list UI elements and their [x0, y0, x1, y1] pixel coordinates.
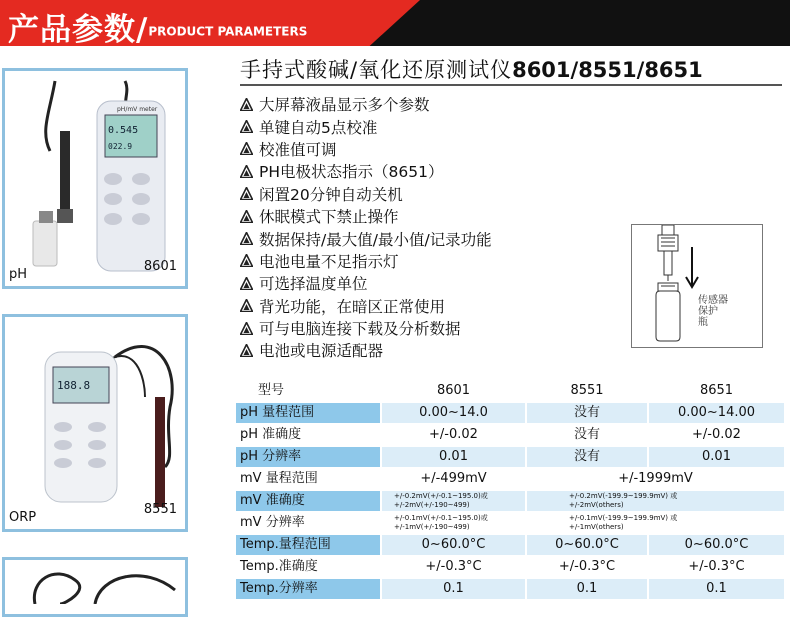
- list-item: [240, 295, 492, 317]
- feature-text: 可选择温度单位: [259, 275, 368, 294]
- ph-meter-photo: [5, 71, 185, 286]
- cell-8601: 0.1: [382, 579, 525, 599]
- feature-list: [240, 93, 492, 362]
- row-label: pH 量程范围: [236, 403, 380, 423]
- caption-line: 瓶: [698, 317, 708, 328]
- section-title: [8, 4, 307, 49]
- cell-8601: +/-499mV: [420, 471, 487, 486]
- warning-triangle-icon: [240, 299, 253, 312]
- warning-triangle-icon: [240, 344, 253, 357]
- ph-reading-secondary: 022.9: [108, 142, 133, 151]
- table-header-row: [236, 381, 784, 401]
- cable-photo: [5, 560, 185, 604]
- warning-triangle-icon: [240, 277, 253, 290]
- cell-8651: +/-0.3°C: [688, 559, 745, 574]
- header-model-8601: 8601: [436, 383, 471, 398]
- list-item: [240, 183, 492, 205]
- product-type-label: ORP: [9, 510, 37, 525]
- warning-triangle-icon: [240, 187, 253, 200]
- list-item: [240, 205, 492, 227]
- orp-meter-photo: [5, 317, 185, 529]
- product-title-text: 手持式酸碱/氧化还原测试仪: [240, 58, 513, 82]
- cell-8551: +/-0.3°C: [558, 559, 616, 574]
- cell-line: +/-1mV(others): [569, 523, 624, 531]
- warning-triangle-icon: [240, 232, 253, 245]
- cell-8551: 没有: [527, 403, 647, 423]
- cell-8601: 0.01: [382, 447, 525, 467]
- ph-reading-primary: 0.545: [108, 125, 139, 136]
- cell-8601: [382, 491, 525, 511]
- table-row: [236, 447, 784, 467]
- row-label: Temp.分辨率: [236, 579, 380, 599]
- table-row: [236, 425, 784, 445]
- cell-line: +/-0.1mV(-199.9~199.9mV) 或: [569, 514, 678, 522]
- cell-8651: 0.1: [649, 579, 784, 599]
- table-row: [236, 513, 784, 533]
- list-item: [240, 115, 492, 137]
- product-title: [240, 54, 703, 84]
- section-title-cn: 产品参数/: [8, 12, 149, 48]
- feature-text: 闲置20分钟自动关机: [259, 185, 403, 204]
- feature-text: 背光功能，在暗区正常使用: [259, 297, 446, 316]
- feature-text: 单键自动5点校准: [259, 118, 378, 137]
- row-label: pH 分辨率: [236, 447, 380, 467]
- list-item: [240, 272, 492, 294]
- cell-8551: 0.1: [527, 579, 647, 599]
- warning-triangle-icon: [240, 98, 253, 111]
- warning-triangle-icon: [240, 165, 253, 178]
- row-label: mV 分辨率: [240, 515, 305, 530]
- table-row: [236, 491, 784, 511]
- feature-text: 电池或电源适配器: [259, 342, 384, 361]
- orp-reading-primary: 188.8: [57, 379, 91, 392]
- section-title-en: PRODUCT PARAMETERS: [148, 24, 308, 39]
- cell-line: +/-2mV(others): [569, 501, 624, 509]
- list-item: [240, 317, 492, 339]
- feature-text: 校准值可调: [259, 140, 337, 159]
- sensor-bottle-diagram: [631, 224, 763, 348]
- warning-triangle-icon: [240, 210, 253, 223]
- list-item: [240, 339, 492, 361]
- sensor-bottle-drawing: [632, 225, 762, 347]
- cell-8651: 0.01: [649, 447, 784, 467]
- cell-line: +/-0.1mV(+/-0.1~195.0)或: [394, 514, 488, 522]
- feature-text: 休眠模式下禁止操作: [259, 208, 399, 227]
- table-row: [236, 535, 784, 555]
- diagram-caption: [698, 295, 728, 328]
- product-model-label: 8551: [143, 502, 177, 517]
- product-card-8551: [2, 314, 188, 532]
- feature-text: 电池电量不足指示灯: [259, 252, 399, 271]
- cell-8601: +/-0.02: [429, 427, 478, 442]
- feature-text: 大屏幕液晶显示多个参数: [259, 96, 430, 115]
- row-label: Temp.量程范围: [236, 535, 380, 555]
- cell-line: +/-0.2mV(+/-0.1~195.0)或: [394, 492, 488, 500]
- cell-line: +/-0.2mV(-199.9~199.9mV) 或: [569, 492, 678, 500]
- ph-meter-brand: pH/mV meter: [117, 106, 158, 113]
- feature-text: 数据保持/最大值/最小值/记录功能: [259, 230, 492, 249]
- header-model-8551: 8551: [570, 383, 604, 398]
- warning-triangle-icon: [240, 322, 253, 335]
- cell-8551-8651: +/-1999mV: [618, 471, 693, 486]
- cell-8651: 0.00~14.00: [649, 403, 784, 423]
- warning-triangle-icon: [240, 254, 253, 267]
- header-model-8651: 8651: [699, 383, 734, 398]
- table-row: [236, 403, 784, 423]
- row-label: mV 量程范围: [240, 471, 318, 486]
- list-item: [240, 160, 492, 182]
- list-item: [240, 227, 492, 249]
- cell-8651: +/-0.02: [692, 427, 741, 442]
- row-label: pH 准确度: [240, 427, 302, 442]
- product-card-8651: [2, 557, 188, 617]
- cell-8551: 没有: [527, 447, 647, 467]
- cell-8551-8651: [527, 513, 784, 533]
- list-item: [240, 138, 492, 160]
- cell-line: +/-1mV(+/-190~499): [394, 523, 470, 531]
- cell-8651: 0~60.0°C: [649, 535, 784, 555]
- feature-text: PH电极状态指示（8651）: [259, 163, 444, 182]
- feature-text: 可与电脑连接下载及分析数据: [259, 320, 461, 339]
- cell-8601: [382, 513, 525, 533]
- cell-8601: 0~60.0°C: [382, 535, 525, 555]
- row-label: mV 准确度: [236, 491, 380, 511]
- cell-8601: 0.00~14.0: [382, 403, 525, 423]
- table-row: [236, 579, 784, 599]
- caption-line: 保护: [698, 306, 718, 317]
- list-item: [240, 250, 492, 272]
- cell-8601: +/-0.3°C: [425, 559, 482, 574]
- product-type-label: pH: [9, 267, 28, 282]
- product-model-label: 8601: [143, 259, 177, 274]
- cell-8551-8651: [527, 491, 784, 511]
- table-row: [236, 469, 784, 489]
- table-row: [236, 557, 784, 577]
- header-label: 型号: [258, 383, 285, 398]
- section-header: [0, 0, 790, 46]
- warning-triangle-icon: [240, 142, 253, 155]
- row-label: Temp.准确度: [240, 559, 318, 574]
- title-underline: [240, 84, 782, 86]
- warning-triangle-icon: [240, 120, 253, 133]
- product-card-8601: [2, 68, 188, 289]
- caption-line: 传感器: [698, 295, 728, 306]
- list-item: [240, 93, 492, 115]
- product-title-models: 8601/8551/8651: [512, 58, 703, 82]
- cell-line: +/-2mV(+/-190~499): [394, 501, 470, 509]
- cell-8551: 没有: [573, 427, 600, 442]
- cell-8551: 0~60.0°C: [527, 535, 647, 555]
